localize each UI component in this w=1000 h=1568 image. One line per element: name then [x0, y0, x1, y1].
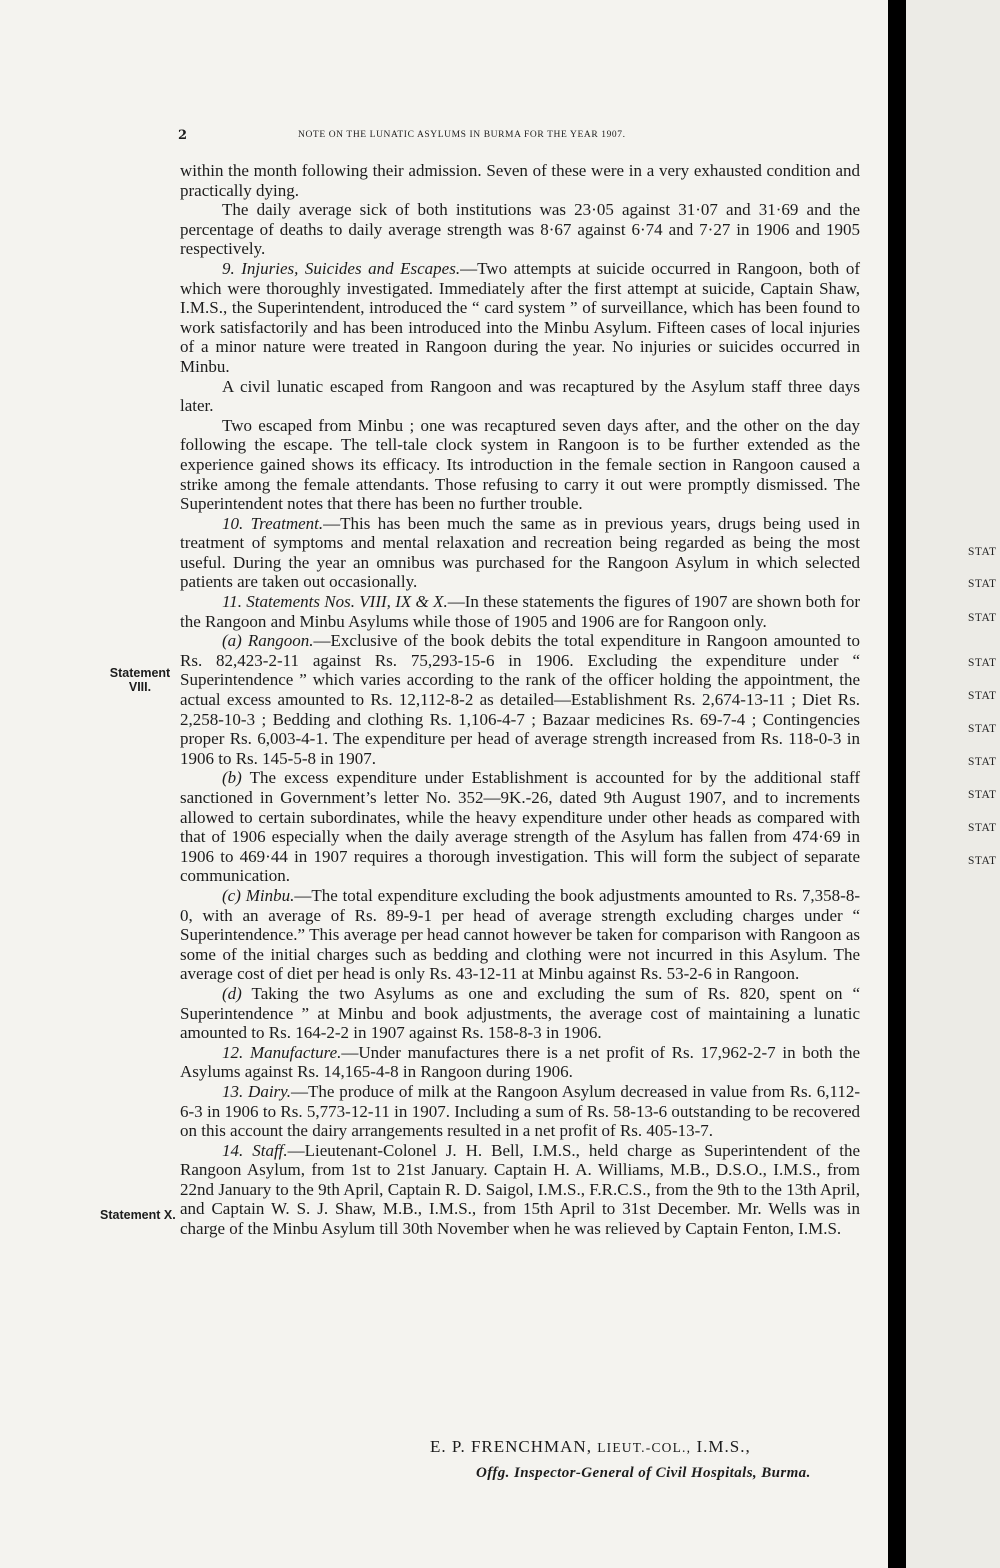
- paragraph: [180, 377, 860, 416]
- paragraph-heading: (c) Minbu.: [222, 885, 295, 905]
- paragraph-text: —Two attempts at suicide occurred in Rangoon, both of which were thoroughly investigated. Immediately after the first attempt at suicide, Captain Shaw, I.M.S., the Superintendent, introduced the “ card system ” of surveillance, which has been found to work satisfactorily and has been introduced into the Minbu Asylum. Fifteen cases of local injuries of a minor nature were treated in Rangoon during the year. No injuries or suicides occurred in Minbu.: [180, 258, 860, 376]
- paragraph-heading: 12. Manufacture.: [222, 1042, 342, 1062]
- running-title: NOTE ON THE LUNATIC ASYLUMS IN BURMA FOR THE YEAR 1907.: [298, 130, 626, 140]
- paragraph: [180, 416, 860, 514]
- paragraph-heading: 9. Injuries, Suicides and Escapes.: [222, 258, 461, 278]
- paragraph-text: —The total expenditure excluding the book adjustments amounted to Rs. 7,358-8-0, with an average of Rs. 89-9-1 per head of average strength excluding charges under “ Superintendence.” This average per head cannot however be taken for comparison with Rangoon as some of the initial charges such as bedding and clothing were not incurred in this Asylum. The average cost of diet per head is only Rs. 43-12-11 at Minbu against Rs. 53-2-6 in Rangoon.: [180, 885, 860, 984]
- paragraph: [180, 161, 860, 200]
- paragraph-heading: (d): [222, 983, 242, 1003]
- paragraph-text: Two escaped from Minbu ; one was recaptured seven days after, and the other on the day following the escape. The tell-tale clock system in Rangoon is to be further extended as the experience gained shows its efficacy. Its introduction in the female section in Rangoon caused a strike among the female attendants. Those refusing to carry it out were promptly dismissed. The Superintendent notes that there has been no further trouble.: [180, 415, 860, 514]
- paragraph: [180, 1082, 860, 1141]
- paragraph-heading: 11. Statements Nos. VIII, IX & X.: [222, 592, 448, 612]
- paragraph-heading: (a) Rangoon.: [222, 631, 314, 651]
- paragraph-heading: 10. Treatment.: [222, 513, 324, 533]
- paragraph: [180, 514, 860, 592]
- paragraph-text: —In these statements the figures of 1907 are shown both for the Rangoon and Minbu Asylums while those of 1905 and 1906 are for Rangoon only.: [180, 592, 860, 631]
- paragraph: [180, 631, 860, 768]
- adjacent-page-stub: STAT: [968, 546, 997, 558]
- paragraph-heading: 13. Dairy.: [222, 1081, 292, 1101]
- adjacent-page-stub: STAT: [968, 690, 997, 702]
- paragraph: [180, 1141, 860, 1239]
- margin-note-statement-viii: [108, 666, 172, 694]
- signature-rank: LIEUT.-COL.,: [597, 1440, 692, 1455]
- body-text: [180, 161, 860, 1239]
- adjacent-page-stub: STAT: [968, 723, 997, 735]
- paragraph-text: —Lieutenant-Colonel J. H. Bell, I.M.S., held charge as Superintendent of the Rangoon Asylum, from 1st to 21st January. Captain H. A. Williams, M.B., D.S.O., I.M.S., from 22nd January to the 9th April, Captain R. D. Saigol, I.M.S., F.R.C.S., from the 9th to the 13th April, and Captain W. S. J. Shaw, M.B., I.M.S., from 15th April to 31st December. Mr. Wells was in charge of the Minbu Asylum till 30th November when he was relieved by Captain Fenton, I.M.S.: [180, 1140, 860, 1239]
- signature-name: E. P. FRENCHMAN,: [430, 1437, 592, 1456]
- paragraph-heading: 14. Staff.: [222, 1140, 288, 1160]
- adjacent-page-stub: STAT: [968, 822, 997, 834]
- paragraph-text: The daily average sick of both institutions was 23·05 against 31·07 and 31·69 and the percentage of deaths to daily average strength was 8·67 against 6·74 and 7·27 in 1906 and 1905 respectively.: [180, 200, 860, 259]
- paragraph: [180, 984, 860, 1043]
- paragraph-text: —Exclusive of the book debits the total expenditure in Rangoon amounted to Rs. 82,423-2-11 against Rs. 75,293-15-6 in 1906. Excluding the expenditure under “ Superintendence ” which varies according to the rank of the officer holding the appointment, the actual excess amounted to Rs. 12,112-8-2 as detailed—Establishment Rs. 2,674-13-11 ; Diet Rs. 2,258-10-3 ; Bedding and clothing Rs. 1,106-4-7 ; Bazaar medicines Rs. 69-7-4 ; Contingencies proper Rs. 6,003-4-1. The expenditure per head of average strength increased from Rs. 118-0-3 in 1906 to Rs. 145-5-8 in 1907.: [180, 631, 860, 768]
- paragraph-text: Taking the two Asylums as one and excluding the sum of Rs. 820, spent on “ Superintendence ” at Minbu and book adjustments, the average cost of maintaining a lunatic amounted to Rs. 164-2-2 in 1907 against Rs. 158-8-3 in 1906.: [180, 983, 860, 1043]
- page-number: 2: [178, 128, 188, 143]
- signature: [430, 1437, 751, 1457]
- adjacent-page-stub: STAT: [968, 756, 997, 768]
- paragraph-text: within the month following their admission. Seven of these were in a very exhausted condition and practically dying.: [180, 161, 860, 200]
- paragraph: [180, 1043, 860, 1082]
- signature-service: I.M.S.,: [696, 1437, 751, 1456]
- adjacent-page-stub: STAT: [968, 578, 997, 590]
- paragraph: [180, 592, 860, 631]
- signature-designation: Offg. Inspector-General of Civil Hospitals, Burma.: [476, 1465, 811, 1481]
- paragraph: [180, 259, 860, 377]
- adjacent-page-stub: STAT: [968, 657, 997, 669]
- paragraph-text: —This has been much the same as in previous years, drugs being used in treatment of symptoms and mental relaxation and recreation being regarded as being the most useful. During the year an omnibus was purchased for the Rangoon Asylum in which selected patients are taken out occasionally.: [180, 513, 860, 592]
- adjacent-page-stub: STAT: [968, 789, 997, 801]
- paragraph-heading: (b): [222, 768, 242, 788]
- paragraph-text: The excess expenditure under Establishment is accounted for by the additional staff sanctioned in Government’s letter No. 352—9K.-26, dated 9th August 1907, and to increments allowed to certain subordinates, while the heavy expenditure under other heads as compared with that of 1906 especially when the daily average strength of the Asylum has fallen from 474·69 in 1906 to 469·44 in 1907 requires a thorough investigation. This will form the subject of separate communication.: [180, 768, 860, 886]
- paragraph-text: —The produce of milk at the Rangoon Asylum decreased in value from Rs. 6,112-6-3 in 1906 to Rs. 5,773-12-11 in 1907. Including a sum of Rs. 58-13-6 outstanding to be recovered on this account the dairy arrangements resulted in a net profit of Rs. 405-13-7.: [180, 1081, 861, 1141]
- paragraph: [180, 768, 860, 886]
- adjacent-page-stub: STAT: [968, 855, 997, 867]
- adjacent-page-stub: STAT: [968, 612, 997, 624]
- paragraph-text: —Under manufactures there is a net profit of Rs. 17,962-2-7 in both the Asylums against Rs. 14,165-4-8 in Rangoon during 1906.: [180, 1042, 861, 1082]
- adjacent-page: [906, 0, 1000, 1568]
- margin-note-statement-x: Statement X.: [100, 1208, 176, 1222]
- paragraph: [180, 886, 860, 984]
- margin-note-label: Statement VIII.: [109, 666, 171, 694]
- paragraph-text: A civil lunatic escaped from Rangoon and was recaptured by the Asylum staff three days later.: [180, 376, 860, 416]
- paragraph: [180, 200, 860, 259]
